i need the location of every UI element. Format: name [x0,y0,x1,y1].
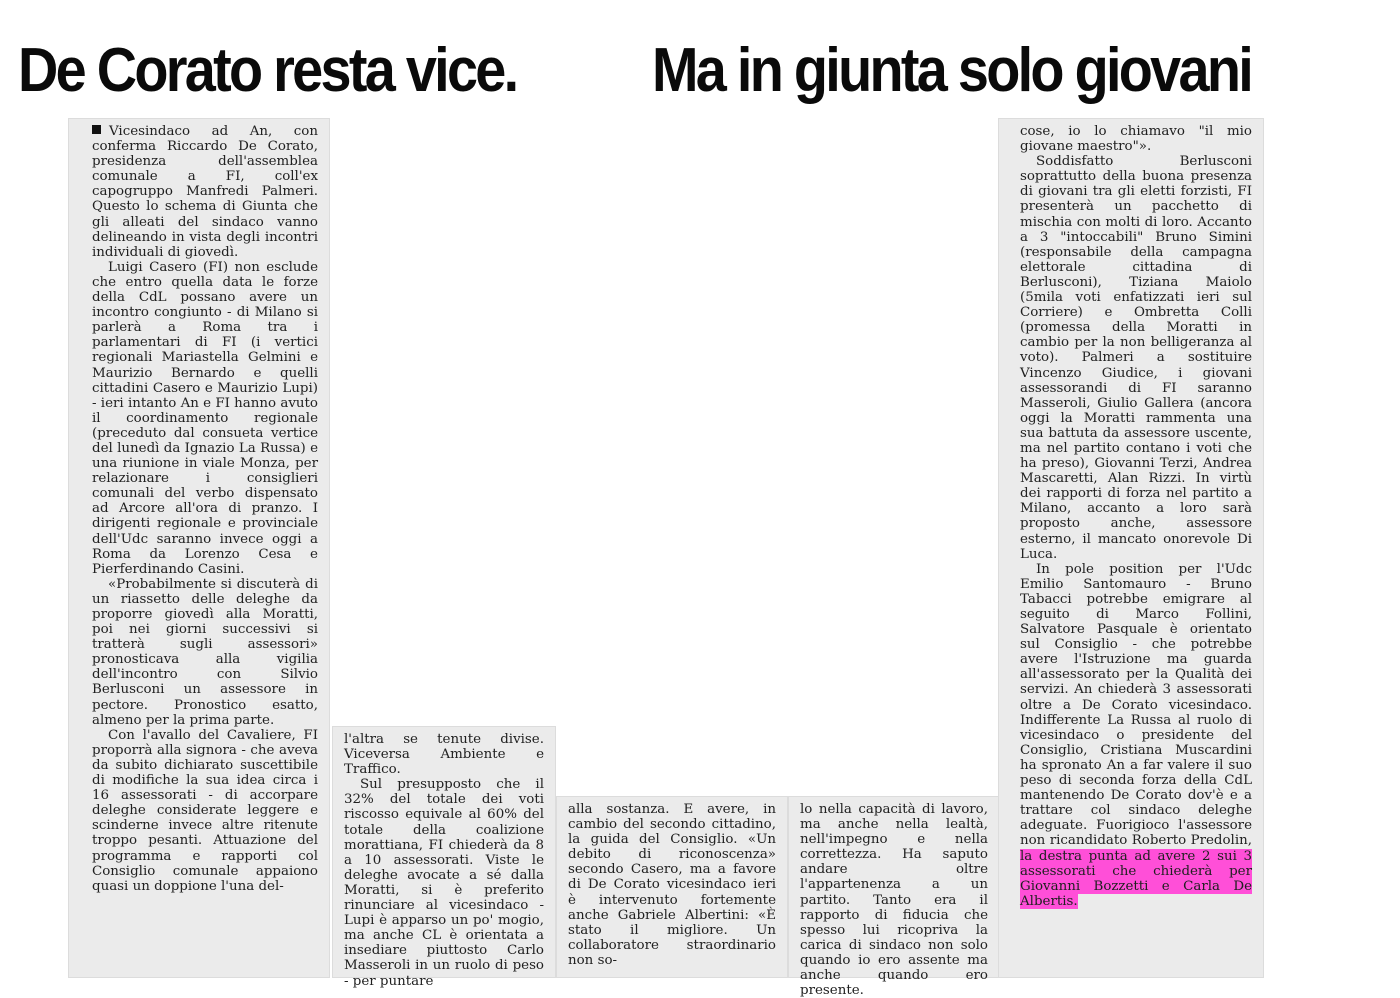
col2-paragraph-2: Sul presupposto che il 32% del totale dei voti riscosso equivale al 60% del totale della coalizione morattiana, FI chiederà da 8 a 10 assessorati. Viste le deleghe avocate a sé dalla Moratti, si è preferito rinunciare al vicesindaco - Lupi è apparso un po' mogio, ma anche CL è orientata a insediare piuttosto Carlo Masseroli in un ruolo di peso - per puntare [344,777,544,989]
col5-paragraph-1: cose, io lo chiamavo "il mio giovane maestro"». [1020,124,1252,155]
col1-paragraph-2: Luigi Casero (FI) non esclude che entro quella data le forze della CdL possano avere un incontro congiunto - di Milano si parlerà a Roma tra i parlamentari di FI (i vertici regionali Mariastella Gelmini e Maurizio Bernardo e quelli cittadini Casero e Maurizio Lupi) - ieri intanto An e FI hanno avuto il coordinamento regionale (preceduto dal consueta vertice del lunedì da Ignazio La Russa) e una riunione in viale Monza, per relazionare i consiglieri comunali del verbo dispensato ad Arcore all'ora di pranzo. I dirigenti regionale e provinciale dell'Udc saranno invece oggi a Roma da Lorenzo Cesa e Pierferdinando Casini. [92,259,318,577]
article-column-2 [332,726,556,989]
headline-left: De Corato resta vice. [18,28,516,114]
col5-paragraph-3-text: In pole position per l'Udc Emilio Santomauro - Bruno Tabacci potrebbe emigrare al seguito di Marco Follini, Salvatore Pasquale è orientato sul Consiglio - che potrebbe avere l'Istruzione ma guarda all'assessorato per la Qualità dei servizi. An chiederà 3 assessorati oltre a De Corato vicesindaco. Indifferente La Russa al ruolo di vicesindaco o presidente del Consiglio, Cristiana Muscardini ha spronato An a far valere il suo peso di seconda forza della CdL mantenendo De Corato dov'è e a trattare col sindaco deleghe adeguate. Fuorigioco l'assessore non ricandidato Roberto Predolin, [1020,561,1252,849]
article-column-3 [556,796,788,978]
col2-paragraph-1: l'altra se tenute divise. Viceversa Ambiente e Traffico. [344,732,544,778]
col1-paragraph-3: «Probabilmente si discuterà di un riassetto delle deleghe da proporre giovedì alla Moratti, poi nei giorni successivi si tratterà sugli assessori» pronosticava alla vigilia dell'incontro con Silvio Berlusconi un assessore in pectore. Pronostico esatto, almeno per la prima parte. [92,576,318,728]
article-column-1 [68,118,330,978]
col3-paragraph-1: alla sostanza. E avere, in cambio del secondo cittadino, la guida del Consiglio. «Un debito di riconoscenza» secondo Casero, ma a favore di De Corato vicesindaco ieri è intervenuto fortemente anche Gabriele Albertini: «È stato il migliore. Un collaboratore straordinario non so- [568,802,776,968]
col5-paragraph-2: Soddisfatto Berlusconi soprattutto della buona presenza di giovani tra gli eletti forzisti, FI presenterà un pacchetto di mischia con molti di loro. Accanto a 3 "intoccabili" Bruno Simini (responsabile della campagna elettorale cittadina di Berlusconi), Tiziana Maiolo (5mila voti enfatizzati ieri sul Corriere) e Ombretta Colli (promessa della Moratti in cambio per la non belligeranza al voto). Palmeri a sostituire Vincenzo Giudice, i giovani assessorandi di FI saranno Masseroli, Giulio Gallera (ancora oggi la Moratti rammenta una sua battuta da assessore uscente, ma nel partito contano i voti che ha preso), Giovanni Terzi, Andrea Mascaretti, Alan Rizzi. In virtù dei rapporti di forza nel partito a Milano, accanto a loro sarà proposto anche, assessore esterno, il mancato onorevole Di Luca. [1020,154,1252,562]
col5-paragraph-3 [1020,562,1252,909]
article-column-5 [998,118,1264,978]
col1-paragraph-1: Vicesindaco ad An, con conferma Riccardo De Corato, presidenza dell'assemblea comunale a FI, coll'ex capogruppo Manfredi Palmeri. Questo lo schema di Giunta che gli alleati del sindaco vanno delineando in vista degli incontri individuali di giovedì. [92,124,318,260]
square-bullet-icon [92,125,101,134]
highlighted-text: la destra punta ad avere 2 sui 3 assessorati che chiederà per Giovanni Bozzetti e Carla De Albertis. [1020,848,1252,909]
col4-paragraph-1: lo nella capacità di lavoro, ma anche nella lealtà, nell'impegno e nella correttezza. Ha saputo andare oltre l'appartenenza a un partito. Tanto era il rapporto di fiducia che spesso lui ricopriva la carica di sindaco non solo quando io ero assente ma anche quando ero presente. [800,802,988,998]
col1-paragraph-4: Con l'avallo del Cavaliere, FI proporrà alla signora - che aveva da subito dichiarato suscettibile di modifiche la sua idea circa i 16 assessorati - di accorpare deleghe considerate leggere e scinderne invece altre ritenute troppo pesanti. Attuazione del programma e rapporti col Consiglio comunale appaiono quasi un doppione l'una del- [92,727,318,894]
article-column-4 [788,796,1000,998]
cut-out-area [332,118,996,718]
headline-right: Ma in giunta solo giovani [652,28,1251,114]
